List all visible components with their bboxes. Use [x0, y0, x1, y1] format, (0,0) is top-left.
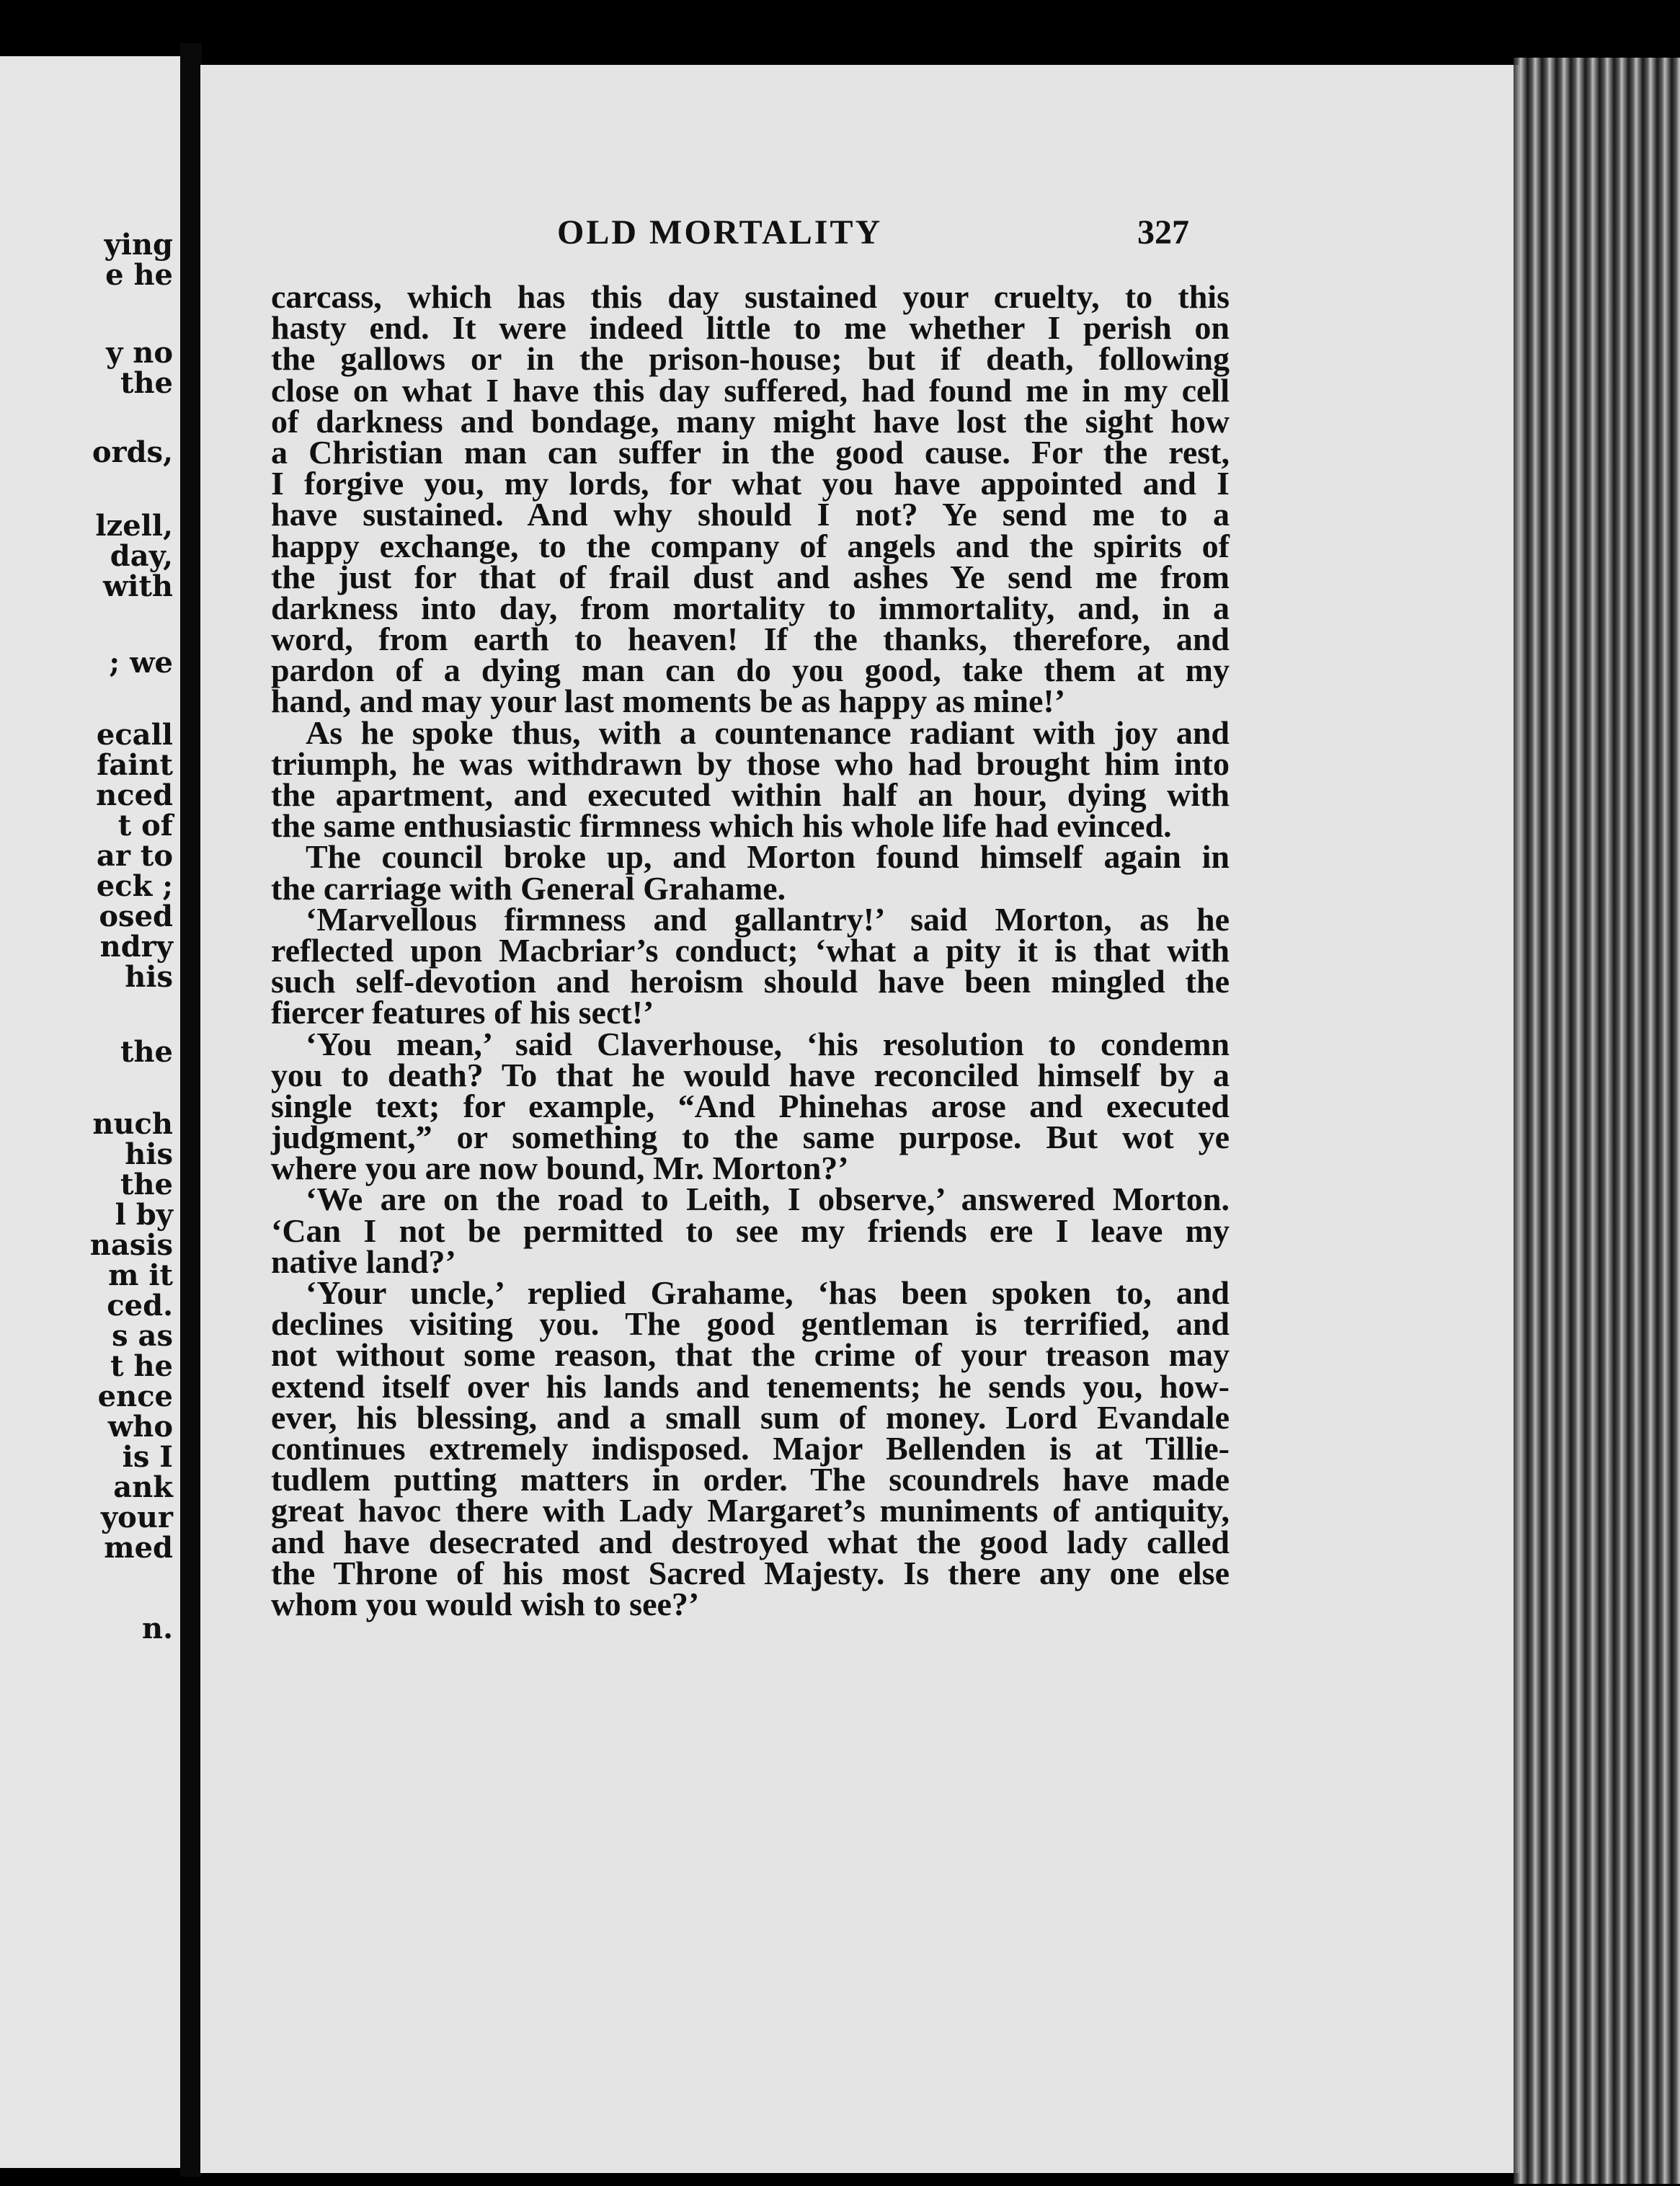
- left-page-text-fragment: faint: [97, 748, 173, 782]
- text-line: happy exchange, to the company of angels and the spirits of: [271, 527, 1230, 564]
- left-page-fragment: [0, 56, 180, 2168]
- left-page-text-fragment: ence: [97, 1379, 173, 1413]
- text-line: hand, and may your last moments be as happy as mine!’: [271, 683, 1066, 720]
- left-page-text-fragment: ying: [104, 228, 173, 262]
- left-page-text-fragment: ndry: [99, 930, 173, 964]
- text-line: where you are now bound, Mr. Morton?’: [271, 1150, 849, 1187]
- left-page-text-fragment: who: [107, 1410, 173, 1444]
- left-page-text-fragment: s as: [112, 1319, 173, 1353]
- text-line: ‘We are on the road to Leith, I observe,’ answered Morton.: [306, 1181, 1230, 1218]
- left-page-text-fragment: with: [102, 569, 173, 603]
- text-line: you to death? To that he would have reconciled himself by a: [271, 1056, 1230, 1093]
- text-line: As he spoke thus, with a countenance radiant with joy and: [306, 714, 1230, 751]
- text-line: The council broke up, and Morton found himself again in: [306, 838, 1230, 876]
- text-line: the gallows or in the prison-house; but if death, following: [271, 340, 1230, 378]
- page-number: 327: [1137, 213, 1189, 252]
- left-page-text-fragment: eck ;: [96, 869, 173, 903]
- text-line: such self-devotion and heroism should have been mingled the: [271, 963, 1230, 1000]
- text-line: darkness into day, from mortality to immortality, and, in a: [271, 589, 1230, 626]
- text-line: triumph, he was withdrawn by those who had brought him into: [271, 745, 1230, 782]
- left-page-text-fragment: the: [120, 1035, 173, 1069]
- left-page-text-fragment: lzell,: [95, 509, 173, 543]
- text-line: have sustained. And why should I not? Ye send me to a: [271, 496, 1230, 533]
- text-line: word, from earth to heaven! If the thanks, therefore, and: [271, 621, 1230, 658]
- book-gutter: [180, 43, 202, 2177]
- left-page-text-fragment: the: [120, 366, 173, 400]
- left-page-text-fragment: ; we: [109, 646, 173, 680]
- left-page-text-fragment: his: [125, 960, 173, 994]
- text-line: the same enthusiastic firmness which his whole life had evinced.: [271, 807, 1172, 845]
- left-page-text-fragment: e he: [105, 258, 173, 292]
- left-page-text-fragment: l by: [115, 1198, 173, 1232]
- running-head: [200, 213, 1519, 256]
- text-line: ‘Marvellous firmness and gallantry!’ said Morton, as he: [306, 900, 1230, 938]
- left-page-text-fragment: ar to: [96, 839, 173, 873]
- text-line: reflected upon Macbriar’s conduct; ‘what a pity it is that with: [271, 931, 1230, 969]
- left-page-text-fragment: nced: [96, 778, 173, 812]
- text-line: whom you would wish to see?’: [271, 1585, 700, 1622]
- text-line: not without some reason, that the crime of your treason may: [271, 1336, 1230, 1374]
- text-line: the just for that of frail dust and ashes Ye send me from: [271, 558, 1230, 595]
- left-page-text-fragment: nuch: [92, 1107, 173, 1141]
- text-line: I forgive you, my lords, for what you have appointed and I: [271, 465, 1230, 502]
- text-line: fiercer features of his sect!’: [271, 994, 654, 1031]
- page-edge-stack: [1514, 58, 1680, 2184]
- left-page-text-fragment: is I: [122, 1440, 173, 1474]
- text-line: judgment,” or something to the same purpose. But wot ye: [271, 1119, 1230, 1156]
- left-page-text-fragment: ecall: [96, 718, 173, 752]
- left-page-text-fragment: your: [100, 1501, 173, 1534]
- text-line: tudlem putting matters in order. The scoundrels have made: [271, 1461, 1230, 1498]
- left-page-text-fragment: nasis: [89, 1228, 173, 1262]
- left-page-text-fragment: the: [120, 1168, 173, 1201]
- left-page-text-fragment: day,: [110, 539, 173, 573]
- text-line: ever, his blessing, and a small sum of money. Lord Evandale: [271, 1398, 1230, 1436]
- left-page-text-fragment: y no: [106, 336, 173, 370]
- text-line: and have desecrated and destroyed what the good lady called: [271, 1523, 1230, 1560]
- right-page: [200, 65, 1519, 2173]
- text-line: extend itself over his lands and tenements; he sends you, how-: [271, 1367, 1230, 1405]
- text-line: a Christian man can suffer in the good cause. For the rest,: [271, 433, 1230, 471]
- text-line: the carriage with General Grahame.: [271, 869, 786, 907]
- left-page-text-fragment: ords,: [92, 435, 173, 469]
- text-line: carcass, which has this day sustained your cruelty, to this: [271, 278, 1230, 315]
- body-text: [271, 278, 1230, 1622]
- text-line: hasty end. It were indeed little to me whether I perish on: [271, 309, 1230, 347]
- left-page-text-fragment: t of: [117, 809, 173, 843]
- text-line: ‘Your uncle,’ replied Grahame, ‘has been spoken to, and: [306, 1274, 1230, 1311]
- left-page-text-fragment: t he: [110, 1349, 173, 1383]
- left-page-text-fragment: n.: [141, 1612, 173, 1645]
- left-page-text-fragment: m it: [108, 1258, 173, 1292]
- text-line: native land?’: [271, 1243, 456, 1280]
- left-page-text-fragment: ank: [113, 1470, 173, 1504]
- text-line: the Throne of his most Sacred Majesty. Is there any one else: [271, 1554, 1230, 1591]
- left-page-text-fragment: med: [104, 1531, 173, 1565]
- text-line: continues extremely indisposed. Major Bellenden is at Tillie-: [271, 1429, 1230, 1467]
- text-line: ‘Can I not be permitted to see my friends ere I leave my: [271, 1212, 1230, 1249]
- text-line: great havoc there with Lady Margaret’s muniments of antiquity,: [271, 1492, 1230, 1529]
- text-line: single text; for example, “And Phinehas arose and executed: [271, 1087, 1230, 1124]
- text-line: the apartment, and executed within half an hour, dying with: [271, 776, 1230, 813]
- text-line: of darkness and bondage, many might have lost the sight how: [271, 402, 1230, 440]
- left-page-text-fragment: his: [125, 1137, 173, 1171]
- text-line: ‘You mean,’ said Claverhouse, ‘his resolution to condemn: [306, 1025, 1230, 1062]
- text-line: close on what I have this day suffered, had found me in my cell: [271, 371, 1230, 409]
- left-page-text-fragment: osed: [99, 899, 173, 933]
- text-line: declines visiting you. The good gentleman is terrified, and: [271, 1305, 1230, 1343]
- running-title: OLD MORTALITY: [557, 213, 883, 252]
- left-page-text-fragment: ced.: [107, 1289, 173, 1323]
- text-line: pardon of a dying man can do you good, take them at my: [271, 652, 1230, 689]
